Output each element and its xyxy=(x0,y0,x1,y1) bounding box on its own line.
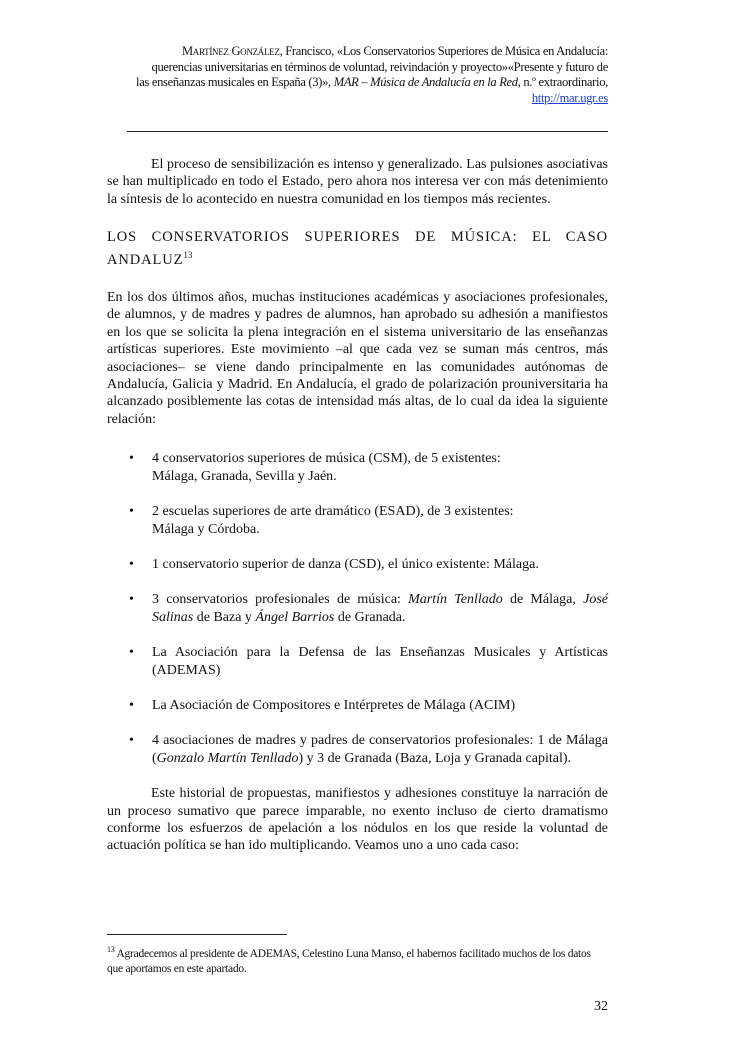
list-item xyxy=(107,591,608,626)
list-item-text: Málaga y Córdoba. xyxy=(152,521,260,537)
citation-line3-end: , n.º extraordinario, xyxy=(517,75,608,90)
bullet-icon: • xyxy=(129,504,134,520)
list-item-text: 3 conservatorios profesionales de música: xyxy=(152,592,409,608)
list-item-text: 1 conservatorio superior de danza (CSD), el único existente: Málaga. xyxy=(152,556,539,572)
list-item xyxy=(107,450,608,485)
list-item-text: de Granada. xyxy=(334,609,406,625)
institution-name: José Salinas xyxy=(152,592,608,625)
list-item-text: La Asociación de Compositores e Intérpretes de Málaga (ACIM) xyxy=(152,697,516,713)
citation-line3-start: las enseñanzas musicales en España (3)», xyxy=(136,75,334,90)
bullet-icon: • xyxy=(129,645,134,661)
list-item-text: 4 conservatorios superiores de música (CSM), de 5 existentes: xyxy=(152,451,501,467)
bullet-icon: • xyxy=(129,733,134,749)
list-item-text: 2 escuelas superiores de arte dramático (ESAD), de 3 existentes: xyxy=(152,504,514,520)
list-item xyxy=(107,697,608,714)
journal-link[interactable]: http://mar.ugr.es xyxy=(531,90,608,105)
citation-header xyxy=(107,44,608,106)
footnote-number: 13 xyxy=(107,945,115,954)
institution-name: Gonzalo Martín Tenllado xyxy=(156,750,299,766)
footnote xyxy=(107,942,608,978)
bullet-icon: • xyxy=(129,451,134,467)
institution-name: Ángel Barrios xyxy=(255,609,335,625)
author-name: Martínez González xyxy=(181,44,280,58)
list-item-text: de Baza y xyxy=(193,609,256,625)
page-number: 32 xyxy=(594,999,608,1014)
footnote-divider xyxy=(107,934,287,935)
journal-title: MAR – Música de Andalucía en la Red xyxy=(333,75,518,90)
section-heading-text: LOS CONSERVATORIOS SUPERIORES DE MÚSICA: EL CASO ANDALUZ xyxy=(107,229,608,269)
list-item-text: La Asociación para la Defensa de las Enseñanzas Musicales y Artísticas (ADEMAS) xyxy=(152,645,608,678)
list-item xyxy=(107,503,608,538)
paragraph-1: El proceso de sensibilización es intenso y generalizado. Las pulsiones asociativas se han multiplicado en todo el Estado, pero ahora nos interesa ver con más detenimiento la síntesis de lo acontecido en nuestra comunidad en los tiempos más recientes. xyxy=(107,157,608,207)
bullet-icon: • xyxy=(129,556,134,572)
bullet-icon: • xyxy=(129,592,134,608)
header-divider xyxy=(127,131,608,132)
list-item xyxy=(107,556,608,573)
citation-line1: , Francisco, «Los Conservatorios Superiores de Música en Andalucía: xyxy=(279,44,608,58)
citation-line2: querencias universitarias en términos de voluntad, reivindación y proyecto»«Presente y futuro de xyxy=(151,59,608,74)
list-item xyxy=(107,644,608,679)
footnote-text: Agradecemos al presidente de ADEMAS, Celestino Luna Manso, el habernos facilitado muchos de los datos que aportamos en este apartado. xyxy=(107,947,591,976)
list-item-text: Málaga, Granada, Sevilla y Jaén. xyxy=(152,468,337,484)
institution-name: Martín Tenllado xyxy=(408,592,503,608)
institution-list xyxy=(107,450,608,767)
list-item-text: de Málaga, xyxy=(502,592,584,608)
footnote-ref[interactable]: 13 xyxy=(183,250,193,261)
list-item-text: ) y 3 de Granada (Baza, Loja y Granada capital). xyxy=(298,750,571,766)
section-heading xyxy=(107,228,608,269)
paragraph-2: En los dos últimos años, muchas instituciones académicas y asociaciones profesionales, de alumnos, y de madres y padres de alumnos, han aprobado su adhesión a manifiestos en los que se solicita la plena integración en el sistema universitario de las enseñanzas artísticas superiores. Este movimiento –al que cada vez se suman más centros, más asociaciones– se viene dando principalmente en las comunidades autónomas de Andalucía, Galicia y Madrid. En Andalucía, el grado de polarización prouniversitaria ha alcanzado posiblemente las cotas de intensidad más altas, de lo cual da idea la siguiente relación: xyxy=(107,290,608,427)
list-item-text: 4 asociaciones de madres y padres de conservatorios profesionales: 1 de Málaga ( xyxy=(152,733,608,766)
bullet-icon: • xyxy=(129,697,134,713)
list-item xyxy=(107,732,608,767)
main-text xyxy=(107,156,608,855)
paragraph-3: Este historial de propuestas, manifiestos y adhesiones constituye la narración de un proceso sumativo que parece imparable, no exento incluso de cierto dramatismo conforme los esfuerzos de apelación a los nódulos en los que reside la voluntad de actuación política se han ido multiplicando. Veamos uno a uno cada caso: xyxy=(107,786,608,854)
